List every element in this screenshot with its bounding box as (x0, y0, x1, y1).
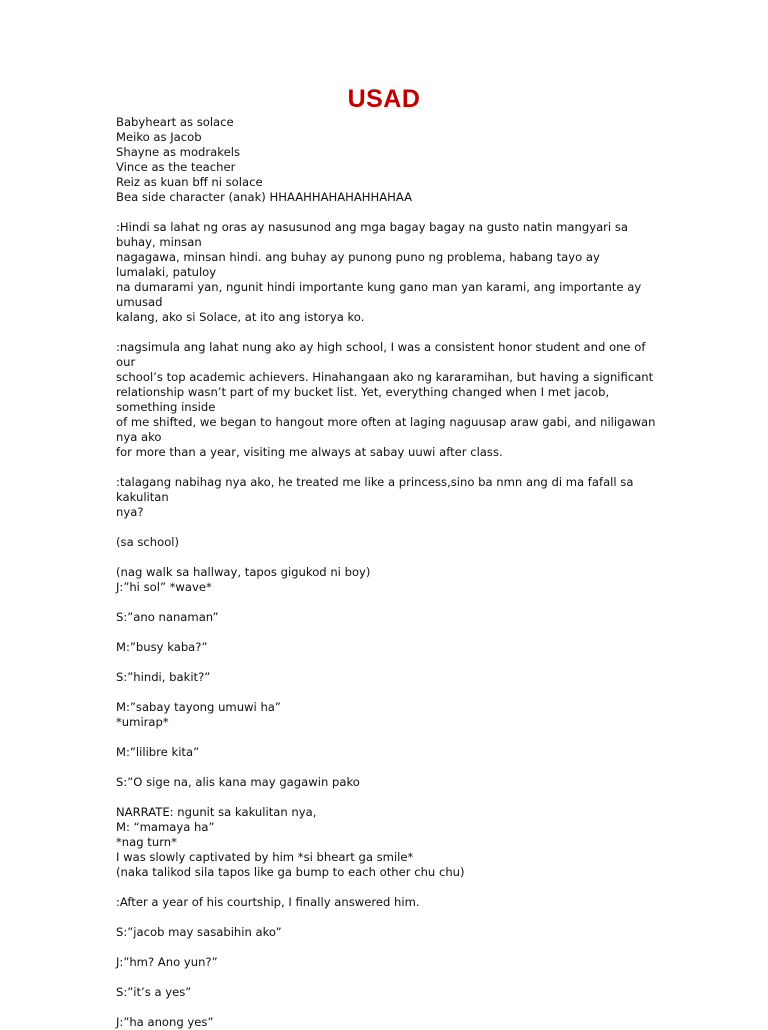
dialogue-line: M:”busy kaba?” (116, 640, 208, 654)
paragraph-intro: :Hindi sa lahat ng oras ay nasusunod ang mga bagay bagay na gusto natin mangyari sa buhay, minsan nagagawa, minsan hindi. ang buhay ay punong puno ng problema, habang tayo ay lumalaki, patuloy na dumarami yan, ngunit hindi importante kung gano man yan karami, ang importante ay umusad kalang, ako si Solace, at ito ang istorya ko. (116, 220, 642, 324)
scene-heading: (sa school) (116, 535, 180, 549)
dialogue-line: M:”lilibre kita” (116, 745, 200, 759)
document-title: USAD (347, 85, 421, 113)
dialogue-line: S:”ano nanaman” (116, 610, 219, 624)
dialogue-line: J:”ha anong yes” (116, 1015, 214, 1029)
dialogue-line: J:”hm? Ano yun?” (116, 955, 218, 969)
dialogue-line: S:”hindi, bakit?” (116, 670, 211, 684)
dialogue-line: M:”sabay tayong umuwi ha” *umirap* (116, 700, 281, 729)
dialogue-line: (nag walk sa hallway, tapos gigukod ni boy) J:”hi sol” *wave* (116, 565, 371, 594)
dialogue-line: S:”jacob may sasabihin ako” (116, 925, 282, 939)
dialogue-line: S:”O sige na, alis kana may gagawin pako (116, 775, 360, 789)
narration-line: :After a year of his courtship, I finally answered him. (116, 895, 420, 909)
document-body (116, 115, 656, 1030)
cast-list: Babyheart as solace Meiko as Jacob Shayne as modrakels Vince as the teacher Reiz as kuan bff ni solace Bea side character (anak) HHAAHHAHAHAHHAHAA (116, 115, 413, 204)
narration-block: NARRATE: ngunit sa kakulitan nya, M: “mamaya ha” *nag turn* I was slowly captivated by him *si bheart ga smile* (naka talikod sila tapos like ga bump to each other chu chu) (116, 805, 465, 879)
paragraph-princess: :talagang nabihag nya ako, he treated me like a princess,sino ba nmn ang di ma fafall sa kakulitan nya? (116, 475, 634, 519)
paragraph-background: :nagsimula ang lahat nung ako ay high school, I was a consistent honor student and one of our school’s top academic achievers. Hinahangaan ako ng kararamihan, but having a significant relationship wasn’t part of my bucket list. Yet, everything changed when I met jacob, something inside of me shifted, we began to hangout more often at laging naguusap araw gabi, and niligawan nya ako for more than a year, visiting me always at sabay uuwi after class. (116, 340, 656, 459)
dialogue-line: S:”it’s a yes” (116, 985, 192, 999)
